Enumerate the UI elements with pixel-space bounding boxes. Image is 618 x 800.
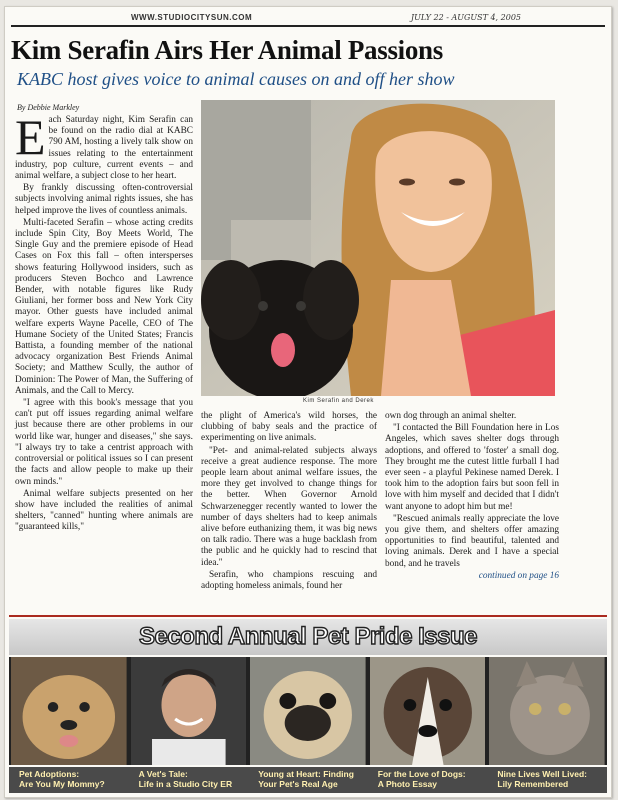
paragraph: the plight of America's wild horses, the clubbing of baby seals and the practice of experimenting on live animals. [201,411,377,444]
article-column-3 [385,411,559,609]
dog-close-up-photo [370,657,486,765]
banner-title: Second Annual Pet Pride Issue [138,623,478,650]
photo-strip [9,657,607,765]
pet-pride-banner [9,615,607,795]
deck-subheadline: KABC host gives voice to animal causes on and off her show [17,69,455,89]
feature-label[interactable]: Pet Adoptions: Are You My Mommy? [19,769,105,789]
site-url: WWW.STUDIOCITYSUN.COM [131,13,253,22]
fluffy-dog-photo [11,657,127,765]
continued-link[interactable]: continued on page 16 [478,570,559,581]
issue-dates: JULY 22 - AUGUST 4, 2005 [410,13,521,22]
banner-title-bar [9,619,607,655]
portrait-photo [201,100,555,396]
paragraph: own dog through an animal shelter. [385,411,517,421]
feature-label[interactable]: Nine Lives Well Lived: Lily Remembered [497,769,587,789]
vet-portrait-photo [131,657,247,765]
feature-labels [9,767,607,793]
paragraph: Serafin, who champions rescuing and adopting homeless animals, found her [201,569,377,592]
headline: Kim Serafin Airs Her Animal Passions [11,35,443,65]
paragraph: ach Saturday night, Kim Serafin can be found on the radio dial at KABC 790 AM, hosting a lively talk show on issues relating to the entertainment industry, pop culture, current events – and animal welfare, a subject close to her heart. [15,115,193,182]
pug-photo [250,657,366,765]
paragraph: "I agree with this book's message that you can't put off issues regarding animal welfare just because there are other problems in our world like war, hunger and diseases," she says. "I always try to take a centrist approach with controversial or political issues so I can present the facts and allow people to make up their own minds." [15,398,193,487]
feature-label[interactable]: For the Love of Dogs: A Photo Essay [377,769,466,789]
paragraph: Multi-faceted Serafin – whose acting credits include Spin City, Boy Meets World, The Single Guy and the premiere episode of Head Cases on Fox this fall – often intersperses shows featuring Hollywood insiders, such as producers Steven Bochco and Lawrence Bender, with notable figures like Rudy Giuliani, her former boss and New York City mayor. Other guests have included animal welfare experts Wayne Pacelle, CEO of The Humane Society of the United States; Francis Battista, a founding member of the national advocacy organization Best Friends Animal Society; and Matthew Scully, the author of Dominion: The Power of Man, the Suffering of Animals, and the Call to Mercy. [15,217,193,396]
cat-photo [489,657,605,765]
paragraph: Animal welfare subjects presented on her show have included the realities of animal shelters, "canned" hunting where animals are "guaranteed kills," [15,488,193,533]
article-column-2 [201,411,377,609]
article-column-1 [15,109,193,609]
drop-cap: E [15,109,46,165]
page-header [11,13,605,27]
feature-label[interactable]: A Vet's Tale: Life in a Studio City ER [138,769,233,789]
paragraph: "I contacted the Bill Foundation here in Los Angeles, which saves shelter dogs through adoptions, and offered to 'foster' a small dog. They brought me the cutest little furball I had ever seen - a playful Pekinese named Derek. I took him to the adoption fairs but soon fell in love with him myself and decided that I didn't want anyone to adopt him but me! [385,423,559,512]
newspaper-page [4,6,612,798]
paragraph: "Pet- and animal-related subjects always receive a great audience response. The more people learn about animal welfare issues, the more they get involved to change things for the better. When Governor Arnold Schwarzenegger recently wanted to lower the number of days shelters had to keep animals alive before euthanizing them, it was big news on talk radio. There was a huge backlash from the public and he quickly had to rescind that idea." [201,445,377,568]
photo-caption: Kim Serafin and Derek [303,398,374,404]
paragraph: "Rescued animals really appreciate the love you give them, and shelters offer amazing opportunities to find beautiful, talented and loving animals. Derek and I have a special bond, and he travels [385,513,559,569]
paragraph: By frankly discussing often-controversial subjects involving animal rights issues, she has helped improve the lives of countless animals. [15,183,193,216]
feature-label[interactable]: Young at Heart: Finding Your Pet's Real Age [258,769,354,789]
byline: By Debbie Markley [17,103,80,112]
woman-with-dog-illustration [201,100,555,396]
